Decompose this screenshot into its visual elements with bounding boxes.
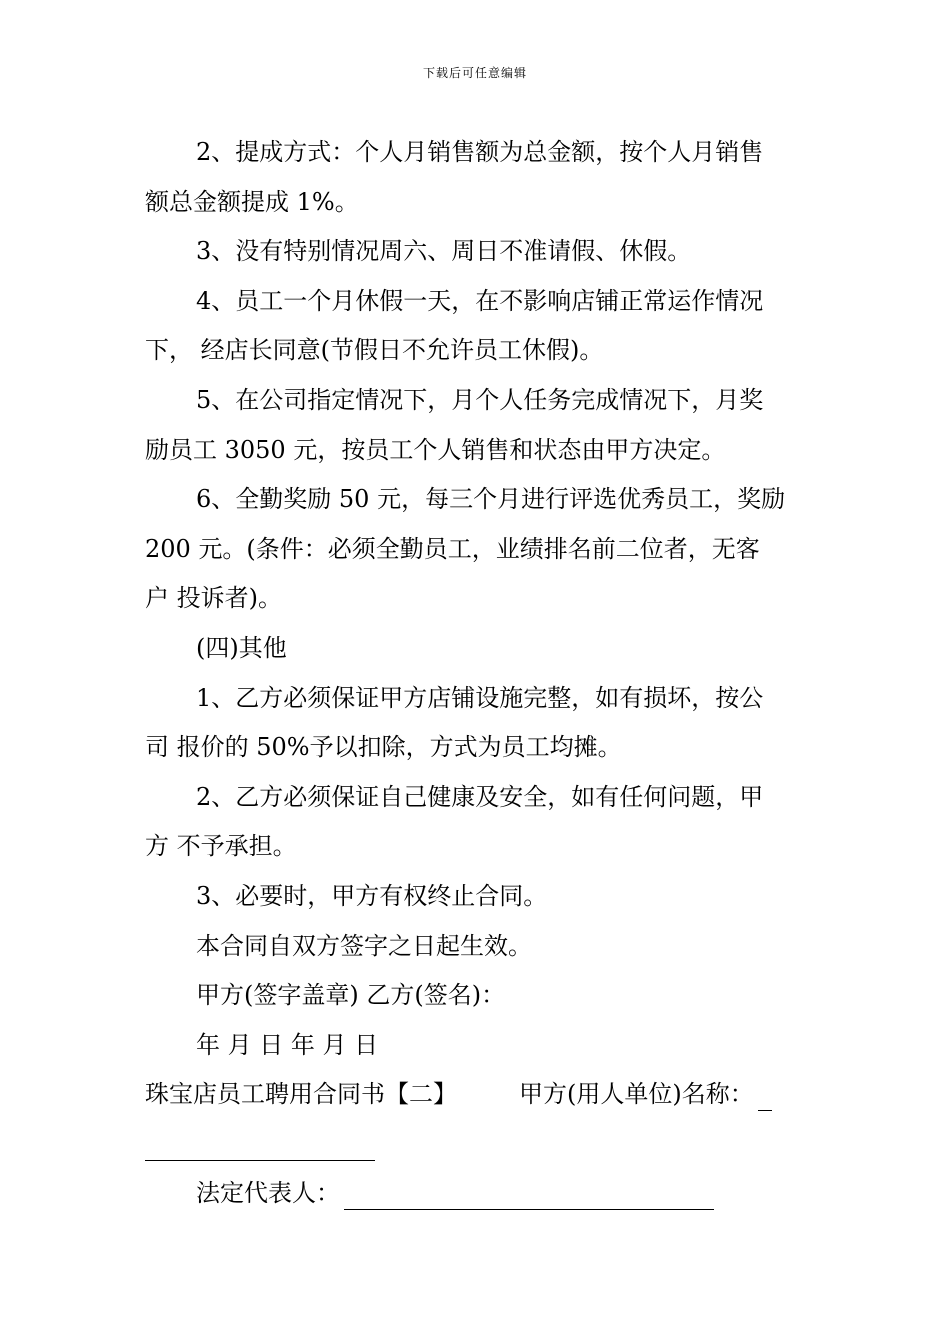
date-line: 年 月 日 年 月 日 — [196, 1030, 379, 1059]
blank-continuation-line — [145, 1120, 810, 1170]
paragraph-line: 励员工 3050 元，按员工个人销售和状态由甲方决定。 — [145, 435, 726, 464]
party-a-label: 甲方(用人单位)名称： — [519, 1080, 754, 1109]
contract-two-heading-line — [145, 1070, 810, 1120]
paragraph-line: 方 不予承担。 — [145, 832, 297, 861]
paragraph-line: 6、全勤奖励 50 元，每三个月进行评选优秀员工，奖励 — [196, 485, 786, 514]
party-a-name-blank-continued — [145, 1130, 375, 1161]
legal-rep-label: 法定代表人： — [196, 1179, 340, 1208]
page-header: 下载后可任意编辑 — [422, 66, 527, 80]
document-body — [145, 128, 810, 1219]
party-a-name-blank — [758, 1080, 772, 1111]
paragraph-line: 下， 经店长同意(节假日不允许员工休假)。 — [145, 336, 604, 365]
paragraph-line: 2、乙方必须保证自己健康及安全，如有任何问题，甲 — [196, 782, 764, 811]
paragraph-line: 3、必要时，甲方有权终止合同。 — [196, 881, 548, 910]
paragraph-line: 额总金额提成 1%。 — [145, 187, 359, 216]
legal-rep-line — [145, 1169, 810, 1219]
paragraph-line: 户 投诉者)。 — [145, 584, 282, 613]
paragraph-line: 4、员工一个月休假一天，在不影响店铺正常运作情况 — [196, 286, 764, 315]
legal-rep-blank — [344, 1179, 714, 1210]
paragraph-line: 本合同自双方签字之日起生效。 — [196, 931, 532, 960]
paragraph-line: 司 报价的 50%予以扣除，方式为员工均摊。 — [145, 733, 622, 762]
paragraph-line: 3、没有特别情况周六、周日不准请假、休假。 — [196, 237, 692, 266]
signature-line: 甲方(签字盖章) 乙方(签名)： — [196, 981, 506, 1010]
paragraph-line: 5、在公司指定情况下，月个人任务完成情况下，月奖 — [196, 385, 764, 414]
paragraph-line: 2、提成方式：个人月销售额为总金额，按个人月销售 — [196, 138, 764, 166]
paragraph-line: 200 元。(条件：必须全勤员工，业绩排名前二位者，无客 — [145, 534, 760, 563]
section-heading: (四)其他 — [196, 633, 287, 662]
paragraph-line: 1、乙方必须保证甲方店铺设施完整，如有损坏，按公 — [196, 683, 764, 712]
contract-title: 珠宝店员工聘用合同书【二】 — [145, 1080, 457, 1109]
